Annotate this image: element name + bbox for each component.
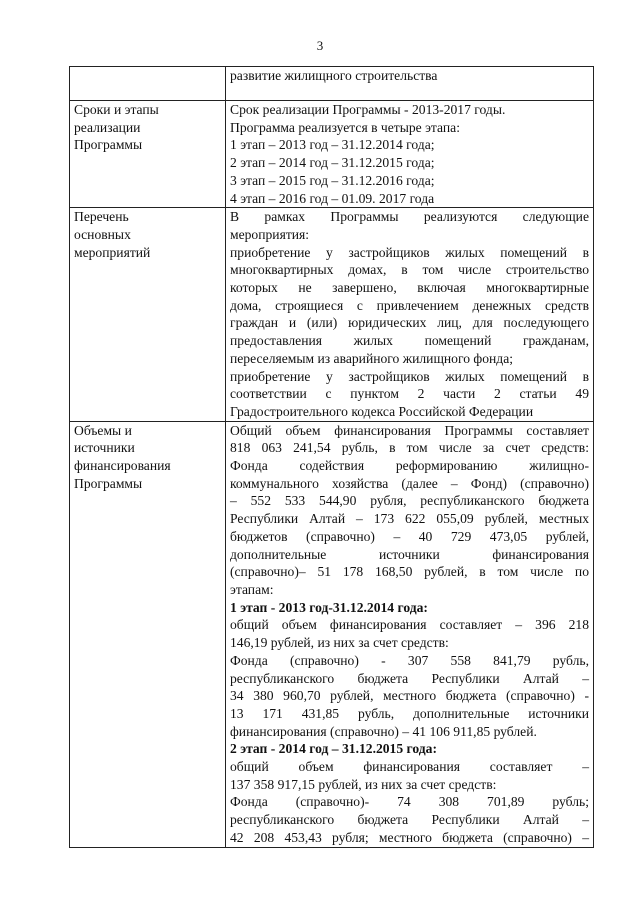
row-label-line: Перечень: [74, 209, 129, 225]
page-number: 3: [316, 38, 324, 53]
row-label-line: мероприятий: [74, 244, 151, 260]
stage-heading: 2 этап - 2014 год – 31.12.2015 года:: [230, 741, 437, 757]
row-value-line: 13 171 431,85 рубль, дополнительные источники: [230, 705, 589, 721]
table-row: [70, 101, 594, 208]
row-value-line: Фонда содействия реформированию жилищно-: [230, 458, 589, 474]
row-value-line: бюджетов (справочно) – 40 729 473,05 рублей,: [230, 528, 589, 544]
row-value-line: Фонда (справочно)- 74 308 701,89 рубль;: [230, 794, 589, 810]
row-label-line: Сроки и этапы: [74, 102, 159, 117]
row-value-line: – 552 533 544,90 рубля, республиканского бюджета: [230, 493, 589, 509]
row-value-line: 4 этап – 2016 год – 01.09. 2017 года: [230, 190, 435, 206]
row-value-line: переселяемым из аварийного жилищного фонда;: [230, 350, 514, 366]
row-value-line: общий объем финансирования составляет –: [230, 759, 589, 775]
row-value-cell: [226, 67, 594, 101]
row-value-line: 42 208 453,43 рубля; местного бюджета (справочно) –: [230, 829, 589, 845]
row-label-cell: [70, 421, 226, 847]
row-value-line: 2 этап – 2014 год – 31.12.2015 года;: [230, 155, 435, 171]
row-value-line: Республики Алтай – 173 622 055,09 рублей, местных: [230, 511, 589, 527]
row-label-line: Объемы и: [74, 422, 132, 438]
row-value-line: 3 этап – 2015 год – 31.12.2016 года;: [230, 172, 435, 188]
row-value-line: развитие жилищного строительства: [230, 68, 438, 83]
table-row: [70, 421, 594, 847]
row-value-line: мероприятия:: [230, 226, 310, 242]
row-label-cell: [70, 101, 226, 208]
row-value-line: В рамках Программы реализуются следующие: [230, 209, 589, 225]
table-body: [70, 67, 594, 848]
row-value-line: Общий объем финансирования Программы составляет: [230, 422, 589, 438]
row-value-line: граждан и (или) юридических лиц, для последующего: [230, 315, 589, 331]
row-label-cell: [70, 67, 226, 101]
row-value-line: республиканского бюджета Республики Алтай –: [230, 812, 589, 828]
row-label-cell: [70, 208, 226, 421]
row-value-line: коммунального хозяйства (далее – Фонд) (справочно): [230, 475, 589, 491]
row-value-line: приобретение у застройщиков жилых помещений в: [230, 244, 589, 260]
table-row: [70, 67, 594, 101]
row-value-line: дома, строящиеся с привлечением денежных средств: [230, 297, 589, 313]
row-value-line: соответствии с пунктом 2 части 2 статьи 49: [230, 386, 589, 402]
row-value-line: которых не завершено, включая многоквартирные: [230, 280, 589, 296]
row-label-line: реализации: [74, 119, 141, 135]
row-value-cell: [226, 208, 594, 421]
row-value-line: 34 380 960,70 рублей, местного бюджета (справочно) -: [230, 688, 589, 704]
row-value-line: (справочно)– 51 178 168,50 рублей, в том числе по: [230, 564, 589, 580]
row-value-line: республиканского бюджета Республики Алтай –: [230, 670, 589, 686]
row-value-line: Фонда (справочно) - 307 558 841,79 рубль,: [230, 652, 589, 668]
row-value-line: приобретение у застройщиков жилых помещений в: [230, 368, 589, 384]
row-value-cell: [226, 421, 594, 847]
row-value-line: финансирования (справочно) – 41 106 911,85 рублей.: [230, 723, 537, 739]
row-value-cell: [226, 101, 594, 208]
row-value-line: 818 063 241,54 рубль, в том числе за счет средств:: [230, 440, 589, 456]
row-value-line: дополнительные источники финансирования: [230, 546, 589, 562]
row-label-line: Программы: [74, 475, 143, 491]
row-value-line: 137 358 917,15 рублей, из них за счет средств:: [230, 776, 497, 792]
row-value-line: 146,19 рублей, из них за счет средств:: [230, 635, 449, 651]
row-value-line: предоставления жилых помещений гражданам,: [230, 333, 589, 349]
program-passport-table: [69, 66, 594, 848]
stage-heading: 1 этап - 2013 год-31.12.2014 года:: [230, 599, 428, 615]
row-value-line: Срок реализации Программы - 2013-2017 годы.: [230, 102, 506, 117]
row-label-line: источники: [74, 440, 135, 456]
row-value-line: этапам:: [230, 581, 274, 597]
table-row: [70, 208, 594, 421]
row-value-line: Градостроительного кодекса Российской Федерации: [230, 403, 534, 419]
row-label-line: основных: [74, 226, 131, 242]
row-value-line: Программа реализуется в четыре этапа:: [230, 119, 460, 135]
row-value-line: общий объем финансирования составляет – 396 218: [230, 617, 589, 633]
row-label-line: финансирования: [74, 458, 171, 474]
row-value-line: 1 этап – 2013 год – 31.12.2014 года;: [230, 137, 435, 153]
row-label-line: Программы: [74, 137, 143, 153]
row-value-line: многоквартирных домах, в том числе строительство: [230, 262, 589, 278]
